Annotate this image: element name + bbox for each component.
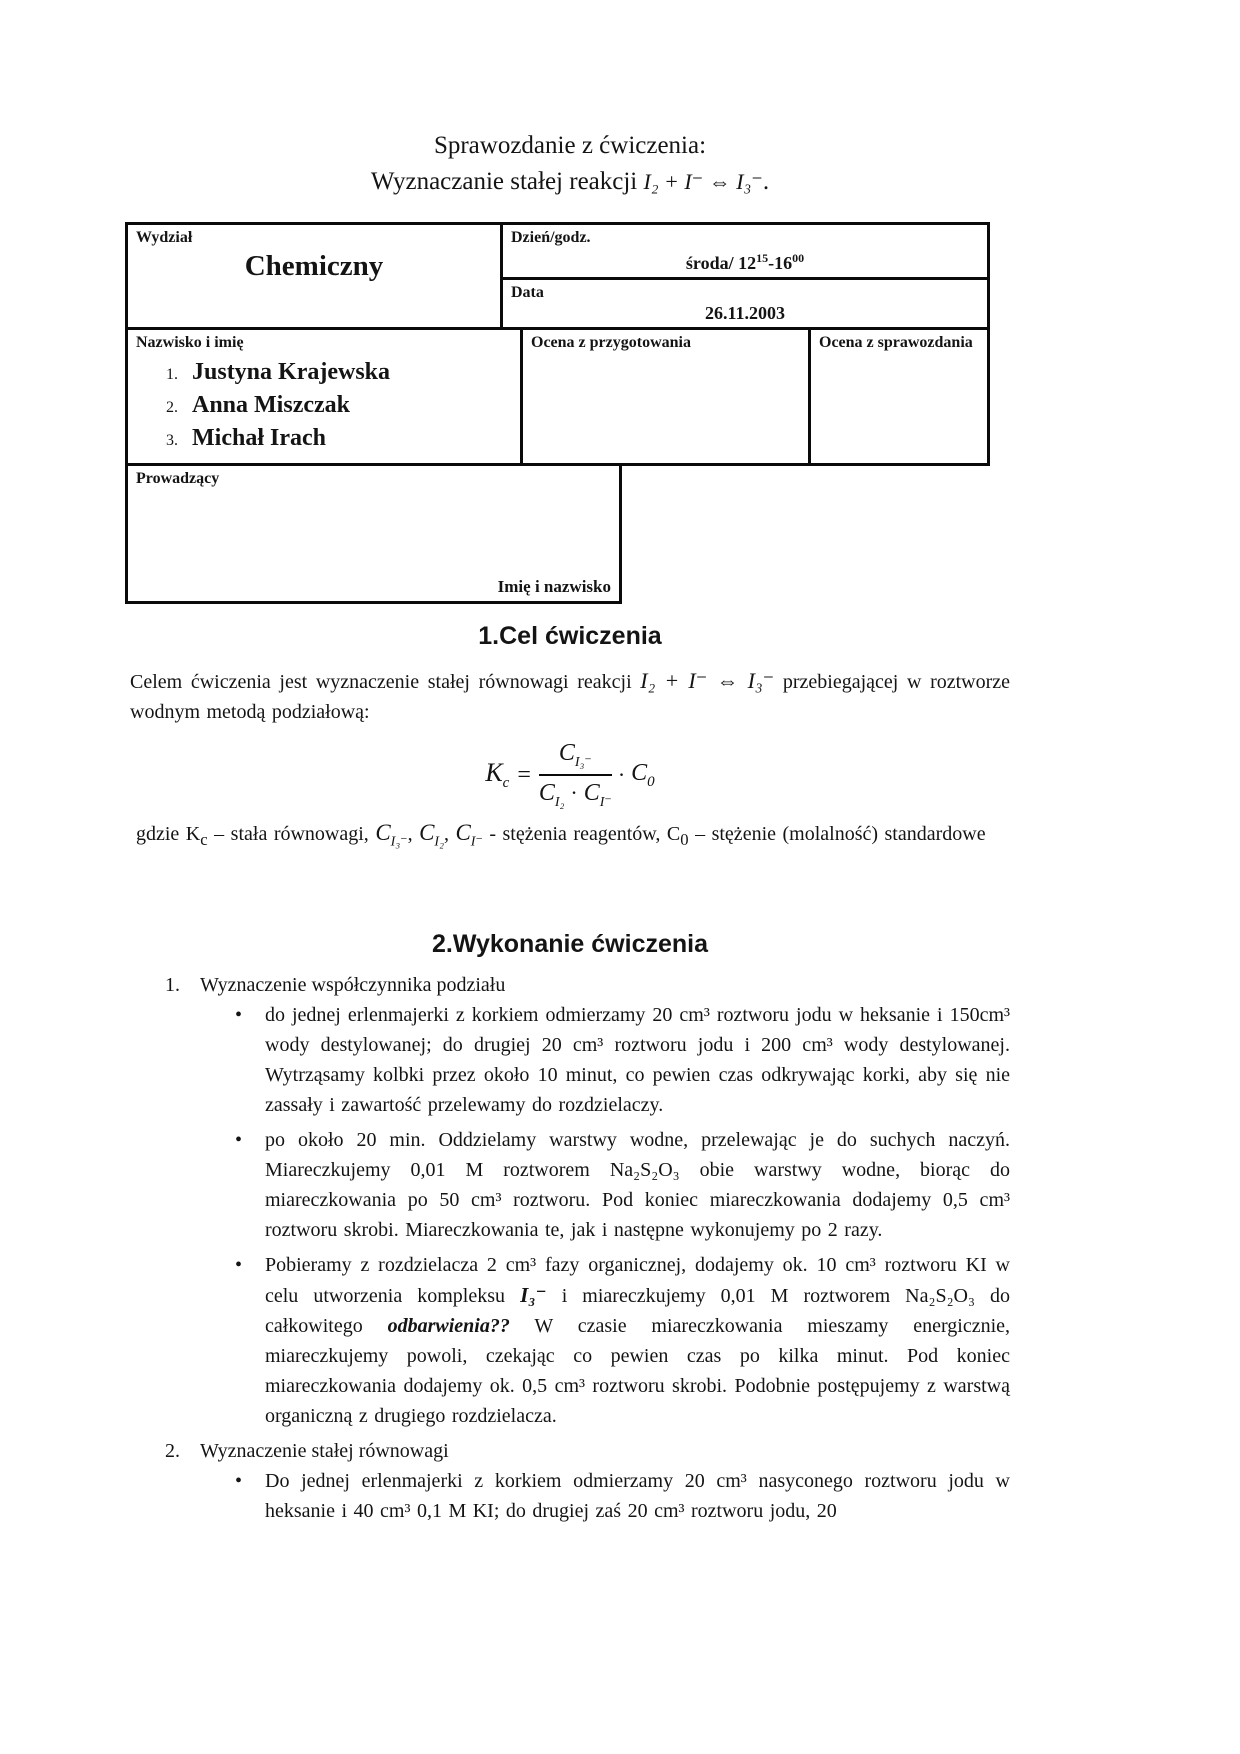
instructor-cell [125,466,622,604]
procedure-item-2 [165,1436,1010,1466]
faculty-cell [128,225,503,327]
names-label: Nazwisko i imię [136,334,244,351]
date-value: 26.11.2003 [704,303,785,323]
section1-paragraph [130,666,1010,727]
report-title-line2 [130,164,1010,200]
formula-legend [130,818,1010,858]
formula-kc [485,758,509,792]
day-value [511,248,979,274]
student-number: 1. [166,366,178,383]
item-number: 1. [165,974,180,996]
bullet-item [235,1466,1010,1526]
info-table-row-names [128,330,987,463]
legend-text1: gdzie K [136,823,201,845]
denominator-dot: · [570,779,578,805]
legend-sep1: , [407,823,413,845]
date-subcell [503,280,987,327]
numerator-c: C [558,740,575,766]
item-title: Wyznaczenie stałej równowagi [200,1440,449,1462]
section1-paragraph-text1: Celem ćwiczenia jest wyznaczenie stałej równowagi reakcji [130,671,632,693]
formula-c0-sub: 0 [647,773,655,790]
legend-text2: – stała równowagi, [214,823,369,845]
formula-c0-base: C [631,759,648,786]
report-grade-label: Ocena z sprawozdania [819,334,973,351]
report-title-line2-text: Wyznaczanie stałej reakcji [370,168,638,195]
reaction-equation: I₂ + I⁻ ⇔ I₃⁻ [643,169,763,194]
formula-k: K [485,758,503,788]
names-cell [128,330,523,463]
item-number: 2. [165,1440,180,1462]
info-table [125,222,990,604]
item-title: Wyznaczenie współczynnika podziału [200,974,506,996]
bullet-text: po około 20 min. Oddzielamy warstwy wodne, przelewając je do suchych naczyń. Miareczkujemy 0,01 M roztworem Na₂S₂O₃ obie warstwy wodne, biorąc do miareczkowania po 50 cm³ roztworu. Pod koniec miareczkowania dodajemy 0,5 cm³ roztworu skrobi. Miareczkowania te, jak i następne wykonujemy po 2 razy. [265,1129,1010,1241]
student-number: 2. [166,399,178,416]
faculty-label: Wydział [136,229,193,246]
section2-heading: 2.Wykonanie ćwiczenia [431,930,709,958]
bullet-text [265,1250,1010,1431]
formula-numerator [539,740,612,776]
legend-ci-sub: I⁻ [470,834,483,850]
formula-c0 [631,760,655,791]
report-title-period: . [762,168,770,195]
legend-ci2-sub: I₂ [434,834,444,850]
formula-mult-dot: · [617,762,626,788]
procedure-list [130,970,1010,1531]
legend-ci2 [419,820,444,850]
legend-ci3-base: C [375,820,391,845]
bullet-text: Do jednej erlenmajerki z korkiem odmierzamy 20 cm³ nasyconego roztworu jodu w heksanie i 40 cm³ 0,1 M KI; do drugiej zaś 20 cm³ roztworu jodu, 20 [265,1470,1010,1522]
formula-denominator [539,776,612,811]
student-row [166,423,512,456]
bullet3-emphasis: odbarwienia?? [387,1315,510,1337]
formula-fraction [539,740,612,811]
legend-text4: – stężenie (molalność) standardowe [695,823,986,845]
numerator-sub: I₃⁻ [574,754,592,770]
info-table-main [125,222,990,466]
faculty-value: Chemiczny [244,250,384,282]
bullet-icon: • [235,1129,243,1151]
info-table-row-faculty [128,225,987,330]
student-row [166,390,512,423]
bullet-item [235,1125,1010,1245]
legend-sep2: , [443,823,449,845]
section1-paragraph-text2: przebiegającej w roztworze wodnym metodą podziałową: [130,671,1011,723]
bullet-icon: • [235,1004,243,1026]
denominator-c1: C [538,779,555,806]
day-value-part2: -16 [768,253,793,273]
equilibrium-constant-formula [130,740,1010,811]
legend-ci2-base: C [419,820,435,845]
instructor-label: Prowadzący [136,470,220,487]
bullet-text: do jednej erlenmajerki z korkiem odmierzamy 20 cm³ roztworu jodu w heksanie i 150cm³ wody destylowanej; do drugiej 20 cm³ roztworu jodu i 200 cm³ wody destylowanej. Wytrząsamy kolbki przez około 10 minut, co pewien czas odkrywając korki, aby się nie zassały i zawartość przelewamy do rozdzielaczy. [265,1004,1010,1116]
denominator-c1-sub: I₂ [554,794,565,810]
preparation-grade-label: Ocena z przygotowania [531,334,691,351]
bullet3-text3: W czasie miareczkowania mieszamy energicznie, miareczkujemy powoli, czekając co pewien czas po kilka minut. Pod koniec miareczkowania dodajemy ok. 0,5 cm³ roztworu skrobi. Podobnie postępujemy z warstwą organiczną z drugiego rozdzielacza. [265,1315,1011,1427]
day-date-cell [503,225,987,327]
formula-equals: = [517,761,531,788]
day-subcell [503,225,987,280]
bullet-icon: • [235,1254,243,1276]
instructor-name-caption: Imię i nazwisko [497,577,611,596]
day-value-sup1: 15 [756,251,769,265]
legend-ci3-sub: I₃⁻ [390,834,408,850]
student-name: Michał Irach [192,425,326,451]
bullet-item [235,1250,1010,1431]
legend-ci [455,820,483,850]
legend-kc-sub: c [200,830,208,849]
bullet-item [235,1000,1010,1120]
student-name: Anna Miszczak [192,392,350,418]
denominator-c2: C [583,779,600,806]
legend-c0-sub: 0 [680,830,689,849]
bullet-icon: • [235,1470,243,1492]
date-label: Data [511,284,544,301]
student-number: 3. [166,432,178,449]
report-grade-cell [811,330,987,463]
bullet3-text2: i miareczkujemy 0,01 M roztworem Na₂S₂O₃ do całkowitego [265,1285,1011,1337]
preparation-grade-cell [523,330,811,463]
day-label: Dzień/godz. [511,229,591,246]
legend-ci-base: C [455,820,471,845]
procedure-item-1 [165,970,1010,1000]
legend-text3: - stężenia reagentów, C [489,823,681,845]
bullet3-i3-ion: I₃⁻ [520,1283,547,1307]
section1-heading: 1.Cel ćwiczenia [478,622,662,650]
section1-reaction-equation: I₂ + I⁻ ⇔ I₃⁻ [640,668,775,693]
denominator-c2-sub: I⁻ [599,794,612,810]
day-value-part1: środa/ 12 [685,253,757,273]
bullet3-text1: Pobieramy z rozdzielacza 2 cm³ fazy organicznej, dodajemy ok. 10 cm³ roztworu KI w celu utworzenia kompleksu [265,1254,1010,1307]
student-list [166,357,512,456]
report-title-line1: Sprawozdanie z ćwiczenia: [433,132,707,159]
report-title [130,128,1010,200]
student-name: Justyna Krajewska [192,359,391,385]
legend-ci3 [375,820,408,850]
formula-k-sub: c [502,775,510,792]
day-value-sup2: 00 [792,251,805,265]
student-row [166,357,512,390]
